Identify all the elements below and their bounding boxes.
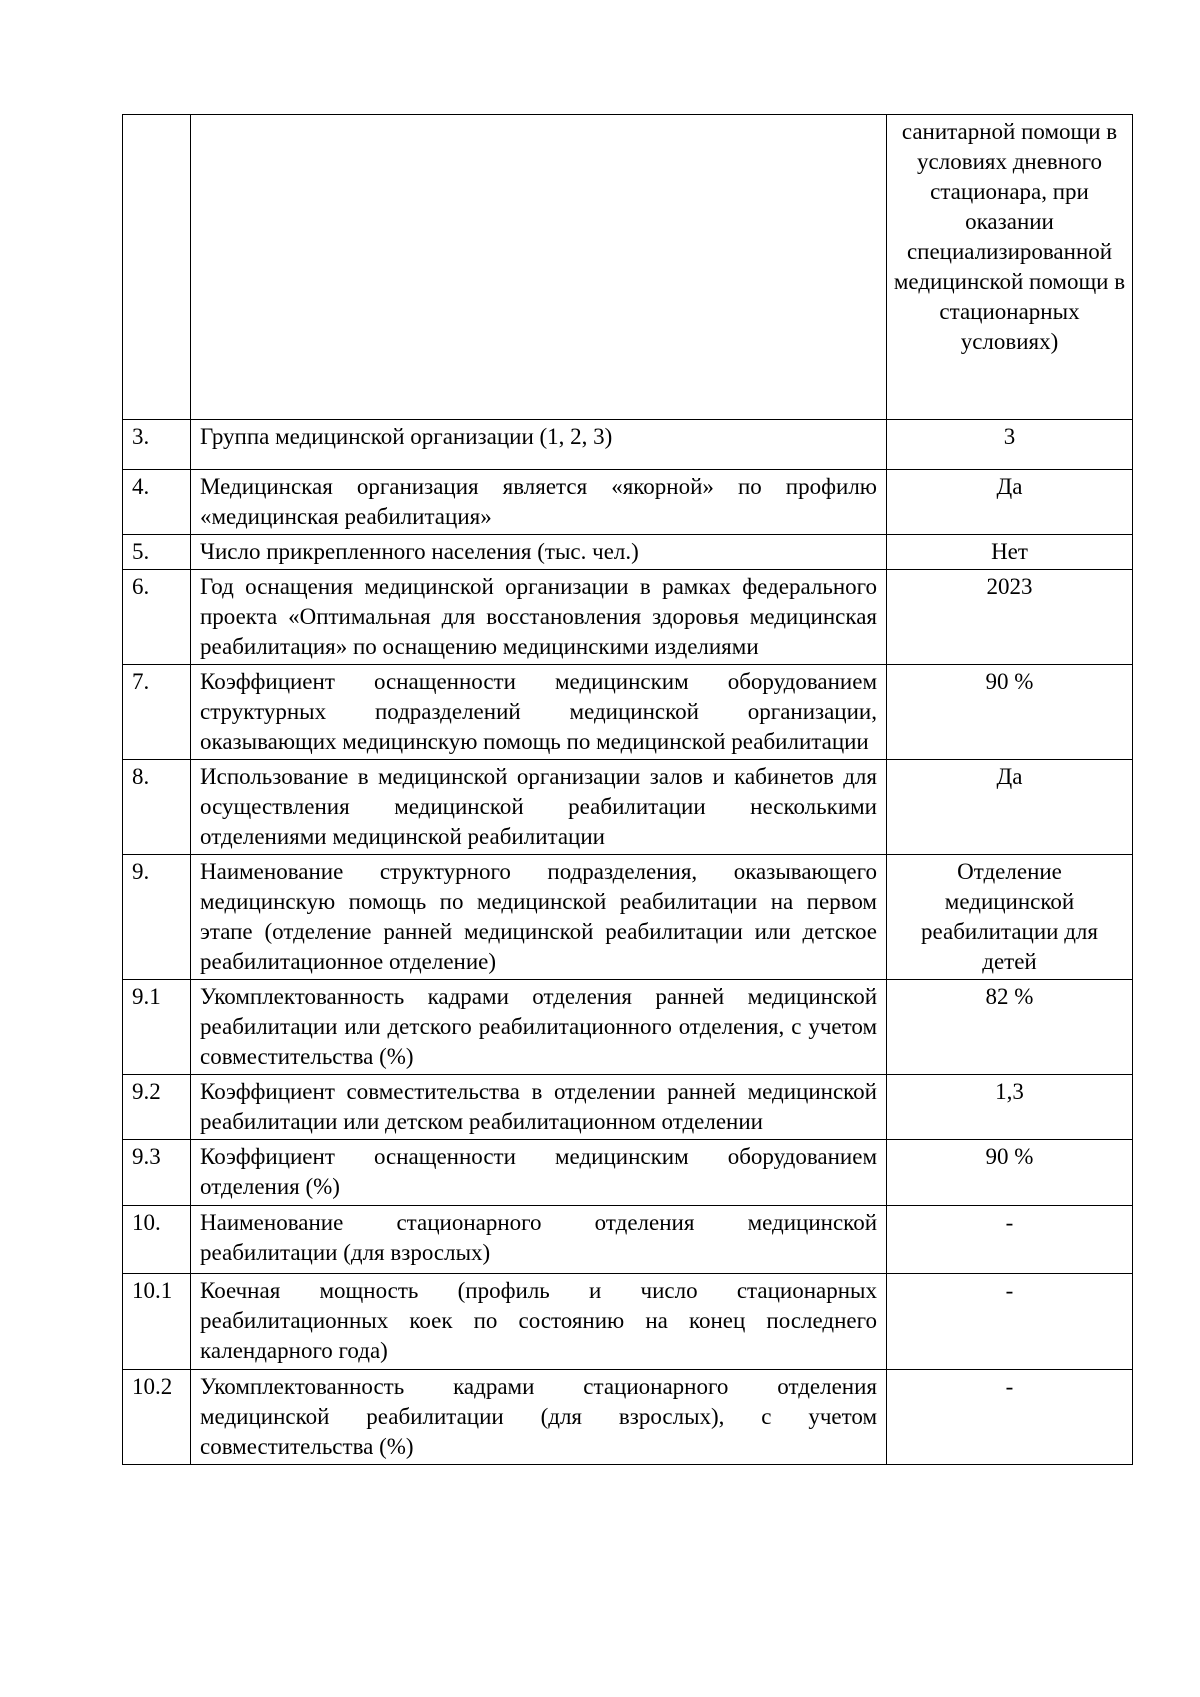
indicators-table: [122, 114, 1133, 1465]
row-value: Отделение медицинской реабилитации для детей: [887, 855, 1133, 980]
row-number: 10.: [123, 1206, 191, 1274]
row-indicator-name: Наименование структурного подразделения, оказывающего медицинскую помощь по медицинской реабилитации на первом этапе (отделение ранней медицинской реабилитации или детское реабилитационное отделение): [191, 855, 887, 980]
row-number: 3.: [123, 420, 191, 470]
table-row: [123, 420, 1133, 470]
row-indicator-name: Укомплектованность кадрами стационарного отделения медицинской реабилитации (для взрослых), с учетом совместительства (%): [191, 1370, 887, 1465]
row-indicator-name: Использование в медицинской организации залов и кабинетов для осуществления медицинской реабилитации несколькими отделениями медицинской реабилитации: [191, 760, 887, 855]
row-number: [123, 115, 191, 420]
row-value: Да: [887, 470, 1133, 535]
table-row: [123, 1274, 1133, 1370]
row-indicator-name: Коэффициент оснащенности медицинским оборудованием отделения (%): [191, 1140, 887, 1206]
table-row: [123, 535, 1133, 570]
table-row: [123, 1075, 1133, 1140]
row-indicator-name: Наименование стационарного отделения медицинской реабилитации (для взрослых): [191, 1206, 887, 1274]
row-value: Нет: [887, 535, 1133, 570]
row-indicator-name: Медицинская организация является «якорной» по профилю «медицинская реабилитация»: [191, 470, 887, 535]
table-row: [123, 570, 1133, 665]
row-value: санитарной помощи в условиях дневного стационара, при оказании специализированной медицинской помощи в стационарных условиях): [887, 115, 1133, 420]
row-value: 1,3: [887, 1075, 1133, 1140]
table-row: [123, 1140, 1133, 1206]
table-row: [123, 470, 1133, 535]
table-row: [123, 115, 1133, 420]
row-number: 7.: [123, 665, 191, 760]
row-indicator-name: Год оснащения медицинской организации в рамках федерального проекта «Оптимальная для восстановления здоровья медицинская реабилитация» по оснащению медицинскими изделиями: [191, 570, 887, 665]
row-number: 9.1: [123, 980, 191, 1075]
row-value: 3: [887, 420, 1133, 470]
row-value: 2023: [887, 570, 1133, 665]
row-indicator-name: Коечная мощность (профиль и число стационарных реабилитационных коек по состоянию на конец последнего календарного года): [191, 1274, 887, 1370]
row-indicator-name: Коэффициент совместительства в отделении ранней медицинской реабилитации или детском реабилитационном отделении: [191, 1075, 887, 1140]
table-row: [123, 855, 1133, 980]
row-value: 90 %: [887, 665, 1133, 760]
row-number: 9.2: [123, 1075, 191, 1140]
row-indicator-name: Число прикрепленного населения (тыс. чел.): [191, 535, 887, 570]
row-value: -: [887, 1274, 1133, 1370]
row-value: -: [887, 1370, 1133, 1465]
row-number: 9.: [123, 855, 191, 980]
row-indicator-name: Коэффициент оснащенности медицинским оборудованием структурных подразделений медицинской организации, оказывающих медицинскую помощь по медицинской реабилитации: [191, 665, 887, 760]
row-value: Да: [887, 760, 1133, 855]
row-number: 10.1: [123, 1274, 191, 1370]
row-number: 5.: [123, 535, 191, 570]
row-number: 6.: [123, 570, 191, 665]
table-row: [123, 980, 1133, 1075]
table-row: [123, 1370, 1133, 1465]
row-number: 9.3: [123, 1140, 191, 1206]
table-row: [123, 760, 1133, 855]
table-row: [123, 1206, 1133, 1274]
table-row: [123, 665, 1133, 760]
row-value: 90 %: [887, 1140, 1133, 1206]
row-number: 8.: [123, 760, 191, 855]
row-value: -: [887, 1206, 1133, 1274]
row-number: 10.2: [123, 1370, 191, 1465]
row-number: 4.: [123, 470, 191, 535]
row-indicator-name: Укомплектованность кадрами отделения ранней медицинской реабилитации или детского реабилитационного отделения, с учетом совместительства (%): [191, 980, 887, 1075]
row-indicator-name: [191, 115, 887, 420]
row-indicator-name: Группа медицинской организации (1, 2, 3): [191, 420, 887, 470]
row-value: 82 %: [887, 980, 1133, 1075]
